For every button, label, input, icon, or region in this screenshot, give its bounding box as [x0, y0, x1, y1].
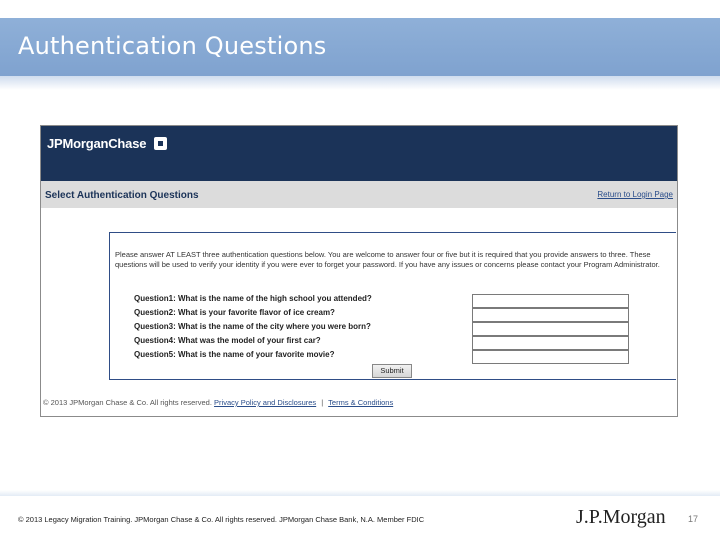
question-5-answer-input[interactable] — [472, 350, 629, 364]
question-3-answer-input[interactable] — [472, 322, 629, 336]
slide-header-shadow — [0, 76, 720, 90]
jpmorgan-brand-logo: J.P.Morgan — [576, 506, 666, 528]
question-3-label: Question3: What is the name of the city where you were born? — [134, 322, 371, 331]
question-1-answer-input[interactable] — [472, 294, 629, 308]
submit-button[interactable]: Submit — [372, 364, 412, 378]
slide-copyright: © 2013 Legacy Migration Training. JPMorgan Chase & Co. All rights reserved. JPMorgan Chase Bank, N.A. Member FDIC — [18, 515, 425, 524]
terms-conditions-link[interactable]: Terms & Conditions — [328, 398, 394, 407]
question-4-answer-input[interactable] — [472, 336, 629, 350]
screen-copyright: © 2013 JPMorgan Chase & Co. All rights reserved. — [43, 398, 212, 407]
slide-title: Authentication Questions — [18, 32, 327, 60]
privacy-policy-link[interactable]: Privacy Policy and Disclosures — [214, 398, 317, 407]
question-1-label: Question1: What is the name of the high school you attended? — [134, 294, 372, 303]
jpmorgan-chase-logo: JPMorganChase — [47, 136, 147, 151]
slide-footer-band — [0, 490, 720, 496]
instructions-text: Please answer AT LEAST three authentication questions below. You are welcome to answer four or five but it is required that you provide answers to three. These questions will be used to verify your identity if you were ever to forget your password. If you have any issues or concerns please contact your Program Administrator. — [115, 250, 660, 269]
jpm-banner — [41, 126, 677, 181]
return-to-login-link[interactable]: Return to Login Page — [597, 190, 673, 199]
screen-footer — [43, 398, 393, 407]
question-5-label: Question5: What is the name of your favorite movie? — [134, 350, 335, 359]
page-number: 17 — [688, 514, 699, 524]
slide-header — [0, 18, 720, 76]
question-2-answer-input[interactable] — [472, 308, 629, 322]
question-panel — [109, 232, 676, 380]
section-title: Select Authentication Questions — [45, 190, 199, 201]
app-screenshot — [40, 125, 678, 417]
section-bar — [41, 181, 677, 208]
question-2-label: Question2: What is your favorite flavor of ice cream? — [134, 308, 335, 317]
chase-octagon-icon — [154, 137, 167, 150]
question-4-label: Question4: What was the model of your first car? — [134, 336, 321, 345]
footer-separator: | — [321, 398, 324, 407]
